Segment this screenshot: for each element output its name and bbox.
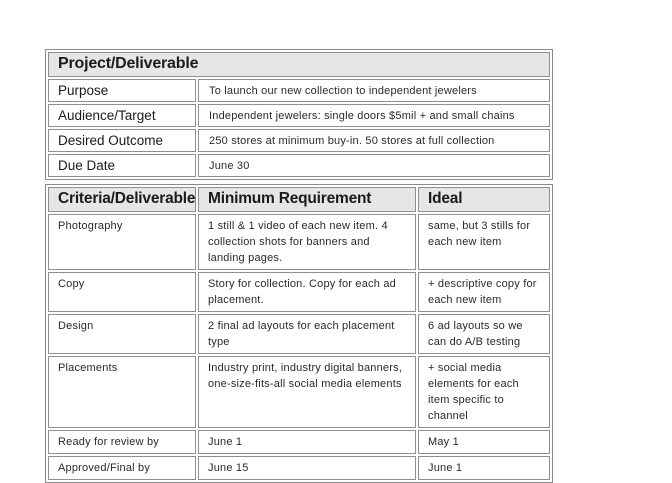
table-row-design (48, 314, 550, 354)
design-criteria-cell: Design (48, 314, 196, 354)
ideal-header-cell (418, 187, 550, 212)
ready-for-review-criteria-cell: Ready for review by (48, 430, 196, 454)
table-row-ready-for-review (48, 430, 550, 454)
table-row-placements (48, 356, 550, 428)
due-date-label-cell: Due Date (48, 154, 196, 177)
table-row-copy (48, 272, 550, 312)
photography-minimum-cell: 1 still & 1 video of each new item. 4 collection shots for banners and landing pages. (198, 214, 416, 270)
ideal-header-label: Ideal (428, 190, 463, 207)
placements-ideal-cell: + social media elements for each item specific to channel (418, 356, 550, 428)
table-row (48, 104, 550, 127)
copy-criteria-cell: Copy (48, 272, 196, 312)
ready-for-review-ideal-cell: May 1 (418, 430, 550, 454)
approved-final-minimum-cell: June 15 (198, 456, 416, 480)
project-brief-document (45, 49, 553, 483)
due-date-value-cell (198, 154, 550, 177)
copy-minimum-cell: Story for collection. Copy for each ad placement. (198, 272, 416, 312)
table-row-photography (48, 214, 550, 270)
table-header-row (48, 187, 550, 212)
table-row (48, 154, 550, 177)
photography-criteria-cell: Photography (48, 214, 196, 270)
project-deliverable-header-cell (48, 52, 550, 77)
table-row (48, 79, 550, 102)
criteria-header-cell (48, 187, 196, 212)
copy-ideal-cell: + descriptive copy for each new item (418, 272, 550, 312)
purpose-label-cell: Purpose (48, 79, 196, 102)
minimum-requirement-header-cell (198, 187, 416, 212)
desired-outcome-value: 250 stores at minimum buy-in. 50 stores at full collection (209, 135, 495, 147)
placements-criteria-cell: Placements (48, 356, 196, 428)
photography-ideal-cell: same, but 3 stills for each new item (418, 214, 550, 270)
audience-target-value-cell (198, 104, 550, 127)
ready-for-review-minimum-cell: June 1 (198, 430, 416, 454)
due-date-value: June 30 (209, 160, 250, 172)
approved-final-criteria-cell: Approved/Final by (48, 456, 196, 480)
placements-minimum-cell: Industry print, industry digital banners, one-size-fits-all social media elements (198, 356, 416, 428)
minimum-requirement-header-label: Minimum Requirement (208, 190, 372, 207)
desired-outcome-label-cell: Desired Outcome (48, 129, 196, 152)
approved-final-ideal-cell: June 1 (418, 456, 550, 480)
table-row-approved-final (48, 456, 550, 480)
desired-outcome-value-cell (198, 129, 550, 152)
design-minimum-cell: 2 final ad layouts for each placement type (198, 314, 416, 354)
criteria-header-label: Criteria/Deliverable (58, 190, 196, 207)
table-header-row (48, 52, 550, 77)
purpose-value: To launch our new collection to independent jewelers (209, 85, 477, 97)
purpose-value-cell (198, 79, 550, 102)
project-deliverable-table (45, 49, 553, 180)
audience-target-value: Independent jewelers: single doors $5mil + and small chains (209, 110, 515, 122)
criteria-deliverable-table (45, 184, 553, 483)
table-row (48, 129, 550, 152)
project-deliverable-title: Project/Deliverable (58, 55, 199, 72)
audience-target-label-cell: Audience/Target (48, 104, 196, 127)
design-ideal-cell: 6 ad layouts so we can do A/B testing (418, 314, 550, 354)
